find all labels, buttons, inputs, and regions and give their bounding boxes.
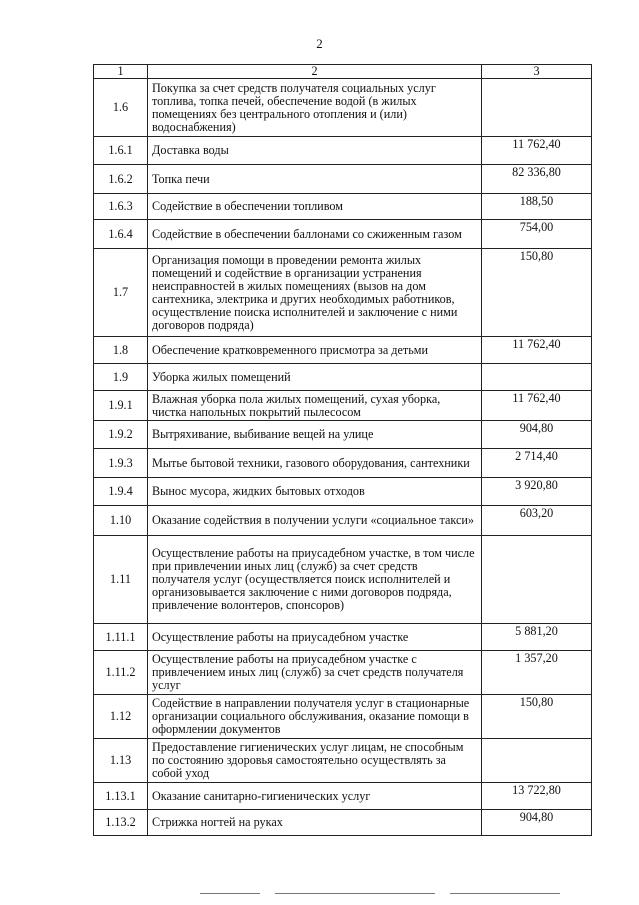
service-price: 3 920,80: [482, 478, 592, 506]
service-name: Обеспечение кратковременного присмотра за детьми: [148, 337, 482, 364]
row-number: 1.8: [94, 337, 148, 364]
service-name: Топка печи: [148, 165, 482, 194]
service-name: Оказание содействия в получении услуги «социальное такси»: [148, 506, 482, 536]
service-name: Осуществление работы на приусадебном участке: [148, 624, 482, 651]
service-price: [482, 79, 592, 137]
service-name: Организация помощи в проведении ремонта жилых помещений и содействие в организации устранения неисправностей в жилых помещениях (вызов на дом сантехника, электрика и других необходимых работников, осуществление поиска исполнителей и заключение с ними договоров подряда): [148, 249, 482, 337]
service-name: Содействие в обеспечении топливом: [148, 194, 482, 220]
service-price: 188,50: [482, 194, 592, 220]
row-number: 1.9: [94, 364, 148, 391]
row-number: 1.11.1: [94, 624, 148, 651]
row-number: 1.6.4: [94, 220, 148, 249]
service-name: Покупка за счет средств получателя социальных услуг топлива, топка печей, обеспечение водой (в жилых помещениях без центрального отопления и (или) водоснабжения): [148, 79, 482, 137]
table-row: [94, 624, 592, 651]
table-row: [94, 810, 592, 836]
service-price: 603,20: [482, 506, 592, 536]
row-number: 1.9.1: [94, 391, 148, 421]
service-name: Стрижка ногтей на руках: [148, 810, 482, 836]
table-row: [94, 364, 592, 391]
table-row: [94, 449, 592, 478]
table-row: [94, 165, 592, 194]
service-price: 13 722,80: [482, 783, 592, 810]
service-price: [482, 739, 592, 783]
row-number: 1.11: [94, 536, 148, 624]
table-row: [94, 783, 592, 810]
service-price: 904,80: [482, 810, 592, 836]
service-price: 82 336,80: [482, 165, 592, 194]
table-row: [94, 506, 592, 536]
service-name: Мытье бытовой техники, газового оборудования, сантехники: [148, 449, 482, 478]
footer-decoration: [200, 893, 600, 896]
row-number: 1.9.3: [94, 449, 148, 478]
service-price: 150,80: [482, 249, 592, 337]
table-row: [94, 249, 592, 337]
service-name: Осуществление работы на приусадебном участке с привлечением иных лиц (служб) за счет средств получателя услуг: [148, 651, 482, 695]
service-name: Вытряхивание, выбивание вещей на улице: [148, 421, 482, 449]
row-number: 1.10: [94, 506, 148, 536]
table-row: [94, 391, 592, 421]
row-number: 1.6.3: [94, 194, 148, 220]
header-col-1: 1: [94, 65, 148, 79]
table-row: [94, 79, 592, 137]
service-price: [482, 536, 592, 624]
service-name: Содействие в направлении получателя услуг в стационарные организации социального обслуживания, оказание помощи в оформлении документов: [148, 695, 482, 739]
header-col-2: 2: [148, 65, 482, 79]
row-number: 1.6.2: [94, 165, 148, 194]
row-number: 1.13.1: [94, 783, 148, 810]
service-name: Уборка жилых помещений: [148, 364, 482, 391]
row-number: 1.6.1: [94, 137, 148, 165]
service-name: Оказание санитарно-гигиенических услуг: [148, 783, 482, 810]
row-number: 1.11.2: [94, 651, 148, 695]
header-col-3: 3: [482, 65, 592, 79]
service-price: 11 762,40: [482, 337, 592, 364]
table-row: [94, 478, 592, 506]
table-row: [94, 337, 592, 364]
row-number: 1.13: [94, 739, 148, 783]
table-row: [94, 137, 592, 165]
service-name: Осуществление работы на приусадебном участке, в том числе при привлечении иных лиц (служб) за счет средств получателя услуг (осуществляется поиск исполнителей и организовывается заключение с ними договоров подряда, привлечение волонтеров, спонсоров): [148, 536, 482, 624]
service-price: 1 357,20: [482, 651, 592, 695]
row-number: 1.9.4: [94, 478, 148, 506]
page-number: 2: [316, 36, 323, 51]
service-name: Содействие в обеспечении баллонами со сжиженным газом: [148, 220, 482, 249]
row-number: 1.13.2: [94, 810, 148, 836]
table-row: [94, 421, 592, 449]
service-name: Влажная уборка пола жилых помещений, сухая уборка, чистка напольных покрытий пылесосом: [148, 391, 482, 421]
service-price: 150,80: [482, 695, 592, 739]
row-number: 1.6: [94, 79, 148, 137]
services-price-table: [93, 64, 592, 836]
service-price: [482, 364, 592, 391]
service-price: 11 762,40: [482, 137, 592, 165]
service-name: Доставка воды: [148, 137, 482, 165]
service-price: 754,00: [482, 220, 592, 249]
table-row: [94, 220, 592, 249]
row-number: 1.9.2: [94, 421, 148, 449]
row-number: 1.12: [94, 695, 148, 739]
table-header-row: [94, 65, 592, 79]
row-number: 1.7: [94, 249, 148, 337]
service-price: 5 881,20: [482, 624, 592, 651]
table-row: [94, 695, 592, 739]
service-price: 904,80: [482, 421, 592, 449]
service-name: Вынос мусора, жидких бытовых отходов: [148, 478, 482, 506]
table-row: [94, 536, 592, 624]
service-name: Предоставление гигиенических услуг лицам, не способным по состоянию здоровья самостоятельно осуществлять за собой уход: [148, 739, 482, 783]
service-price: 11 762,40: [482, 391, 592, 421]
service-price: 2 714,40: [482, 449, 592, 478]
table-row: [94, 651, 592, 695]
table-row: [94, 194, 592, 220]
table-row: [94, 739, 592, 783]
